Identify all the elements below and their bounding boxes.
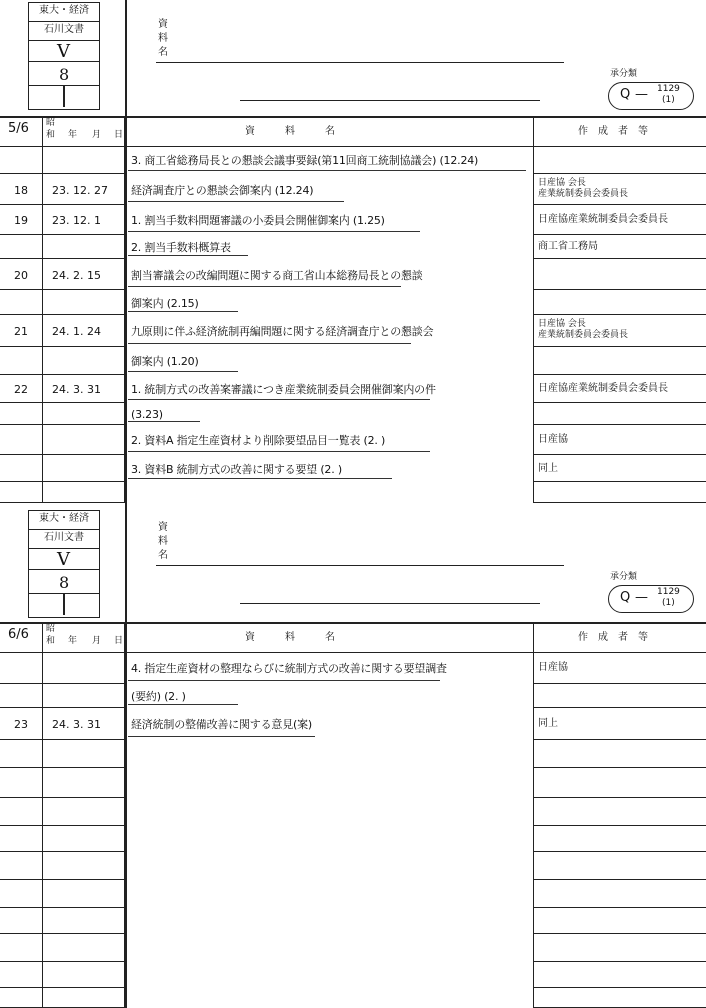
row-date: 24. 3. 31	[52, 383, 101, 396]
header-era: 昭	[46, 624, 56, 634]
col-no-divider	[42, 622, 43, 1008]
header-month: 月	[92, 636, 102, 646]
sheet-divider-line	[125, 503, 127, 622]
row-rule-left	[0, 825, 124, 826]
row-number: 22	[14, 383, 28, 396]
row-title: 御案内 (1.20)	[131, 355, 199, 368]
classification-dash: —	[635, 87, 648, 102]
header-era-sub: 和	[46, 130, 56, 140]
row-title: 割当審議会の改編問題に関する商工省山本総務局長との懇談	[131, 268, 423, 282]
title-underline	[128, 399, 430, 400]
title-underline	[128, 231, 420, 232]
row-rule-left	[0, 739, 124, 740]
row-rule-right	[533, 797, 706, 798]
row-creator: 日産協産業統制委員会委員長	[538, 383, 668, 394]
row-title: 3. 資料B 統制方式の改善に関する要望 (2. )	[131, 462, 342, 476]
row-date: 24. 1. 24	[52, 325, 101, 338]
col-date-divider-b	[126, 622, 127, 1008]
sheet-divider-line	[125, 0, 127, 116]
row-creator: 日産協 会長 産業統制委員会委員長	[538, 178, 629, 199]
row-rule-right	[533, 739, 706, 740]
row-rule-right	[533, 424, 706, 425]
header-creator: 作 成 者 等	[578, 126, 648, 137]
row-rule-left	[0, 683, 124, 684]
header-month-day: 5/6	[8, 121, 29, 136]
title-underline	[128, 736, 315, 737]
row-title: 2. 資料A 指定生産資材より削除要望品目一覧表 (2. )	[131, 434, 386, 447]
archive-stamp	[28, 2, 100, 110]
row-rule-left	[0, 879, 124, 880]
stamp-university: 東大・経済	[29, 3, 99, 22]
row-rule-left	[0, 289, 124, 290]
title-underline	[128, 255, 248, 256]
header-bottom-rule	[0, 146, 706, 147]
row-creator: 商工省工務局	[538, 241, 598, 252]
row-rule-left	[0, 402, 124, 403]
stamp-stroke	[63, 593, 65, 615]
classification-dash: —	[635, 590, 648, 605]
header-month: 月	[92, 130, 102, 140]
header-day: 日	[114, 130, 124, 140]
row-rule-left	[0, 314, 124, 315]
stamp-mark-v: V	[57, 549, 70, 570]
row-rule-right	[533, 204, 706, 205]
classification-number: 1129	[657, 587, 680, 597]
row-rule-left	[0, 454, 124, 455]
row-rule-right	[533, 374, 706, 375]
classification-label: 承分類	[610, 572, 638, 582]
row-rule-left	[0, 346, 124, 347]
row-creator: 日産協 会長 産業統制委員会委員長	[538, 319, 629, 340]
row-creator: 日産協産業統制委員会委員長	[538, 214, 668, 225]
row-rule-right	[533, 173, 706, 174]
title-underline	[128, 201, 344, 202]
row-title: 1. 統制方式の改善案審議につき産業統制委員会開催御案内の件	[131, 383, 436, 396]
title-underline	[128, 311, 238, 312]
row-rule-right	[533, 987, 706, 988]
row-rule-right	[533, 502, 706, 503]
classification-sub: (1)	[662, 598, 675, 608]
row-title: 4. 指定生産資材の整理ならびに統制方式の改善に関する要望調査	[131, 662, 447, 675]
material-label-char: 料	[158, 536, 168, 547]
row-title: 経済統制の整備改善に関する意見(案)	[131, 718, 312, 731]
row-rule-left	[0, 767, 124, 768]
row-rule-right	[533, 454, 706, 455]
row-rule-left	[0, 258, 124, 259]
classification-sub: (1)	[662, 95, 675, 105]
stamp-collection: 石川文書	[29, 530, 99, 549]
title-underline	[128, 680, 440, 681]
col-title-divider	[533, 622, 534, 1008]
col-title-divider	[533, 116, 534, 503]
header-top-rule	[0, 116, 706, 118]
row-rule-left	[0, 424, 124, 425]
row-title: 経済調査庁との懇談会御案内 (12.24)	[131, 183, 314, 197]
row-rule-right	[533, 933, 706, 934]
title-underline	[128, 170, 526, 171]
row-rule-left	[0, 987, 124, 988]
row-rule-right	[533, 961, 706, 962]
row-creator: 同上	[538, 718, 558, 729]
classification-code: Q	[620, 87, 631, 102]
row-rule-right	[533, 767, 706, 768]
row-date: 23. 12. 27	[52, 183, 108, 197]
title-underline	[128, 451, 430, 452]
row-rule-left	[0, 481, 124, 482]
header-material-title: 資 料 名	[245, 632, 335, 643]
title-underline	[128, 478, 392, 479]
material-name-subline	[240, 100, 540, 101]
row-rule-left	[0, 234, 124, 235]
material-name-subline	[240, 603, 540, 604]
title-underline	[128, 371, 238, 372]
material-label-char: 資	[158, 19, 168, 30]
row-number: 21	[14, 325, 28, 338]
row-date: 24. 3. 31	[52, 718, 101, 731]
row-rule-left	[0, 707, 124, 708]
row-title: 2. 割当手数料概算表	[131, 241, 231, 254]
material-label-char: 名	[158, 47, 168, 58]
row-rule-left	[0, 173, 124, 174]
row-title: 3. 商工省総務局長との懇談会議事要録(第11回商工統制協議会) (12.24)	[131, 154, 479, 167]
row-date: 24. 2. 15	[52, 268, 101, 282]
row-rule-right	[533, 481, 706, 482]
row-creator: 同上	[538, 462, 558, 474]
material-label-char: 名	[158, 550, 168, 561]
row-rule-left	[0, 502, 124, 503]
title-underline	[128, 704, 238, 705]
row-rule-left	[0, 933, 124, 934]
header-creator: 作 成 者 等	[578, 632, 648, 643]
material-label-char: 料	[158, 33, 168, 44]
row-number: 19	[14, 214, 28, 227]
header-era: 昭	[46, 118, 56, 128]
header-material-title: 資 料 名	[245, 126, 335, 137]
row-title: (要約) (2. )	[131, 690, 186, 703]
title-underline	[128, 343, 411, 344]
stamp-mark-8: 8	[59, 65, 70, 84]
row-rule-right	[533, 683, 706, 684]
row-rule-right	[533, 825, 706, 826]
row-creator: 日産協	[538, 662, 568, 673]
row-number: 20	[14, 268, 28, 282]
row-rule-left	[0, 961, 124, 962]
row-rule-right	[533, 879, 706, 880]
row-rule-right	[533, 851, 706, 852]
header-month-day: 6/6	[8, 627, 29, 642]
col-no-divider	[42, 116, 43, 503]
header-era-sub: 和	[46, 636, 56, 646]
stamp-mark-v: V	[57, 41, 70, 62]
stamp-university: 東大・経済	[29, 511, 99, 530]
row-title: (3.23)	[131, 408, 163, 421]
stamp-mark-8: 8	[59, 573, 70, 592]
row-title: 九原則に伴ふ経済統制再編問題に関する経済調査庁との懇談会	[131, 325, 434, 338]
header-top-rule	[0, 622, 706, 624]
row-number: 18	[14, 183, 28, 197]
header-bottom-rule	[0, 652, 706, 653]
row-rule-right	[533, 346, 706, 347]
header-day: 日	[114, 636, 124, 646]
row-rule-left	[0, 374, 124, 375]
row-number: 23	[14, 718, 28, 731]
classification-label: 承分類	[610, 69, 638, 79]
col-date-divider-b	[126, 116, 127, 503]
row-rule-right	[533, 402, 706, 403]
row-rule-right	[533, 289, 706, 290]
classification-code: Q	[620, 590, 631, 605]
row-creator: 日産協	[538, 434, 568, 445]
material-label-char: 資	[158, 522, 168, 533]
row-title: 御案内 (2.15)	[131, 296, 199, 310]
row-rule-right	[533, 907, 706, 908]
stamp-stroke	[63, 85, 65, 107]
row-rule-right	[533, 258, 706, 259]
row-title: 1. 割当手数料問題審議の小委員会開催御案内 (1.25)	[131, 214, 385, 227]
row-rule-right	[533, 314, 706, 315]
header-year: 年	[68, 636, 78, 646]
row-rule-left	[0, 797, 124, 798]
material-name-line	[156, 62, 564, 63]
row-rule-left	[0, 851, 124, 852]
archive-stamp	[28, 510, 100, 618]
title-underline	[128, 286, 401, 287]
stamp-collection: 石川文書	[29, 22, 99, 41]
header-year: 年	[68, 130, 78, 140]
row-rule-left	[0, 907, 124, 908]
row-rule-right	[533, 234, 706, 235]
material-name-line	[156, 565, 564, 566]
row-date: 23. 12. 1	[52, 214, 101, 227]
row-rule-right	[533, 707, 706, 708]
classification-number: 1129	[657, 84, 680, 94]
row-rule-left	[0, 204, 124, 205]
